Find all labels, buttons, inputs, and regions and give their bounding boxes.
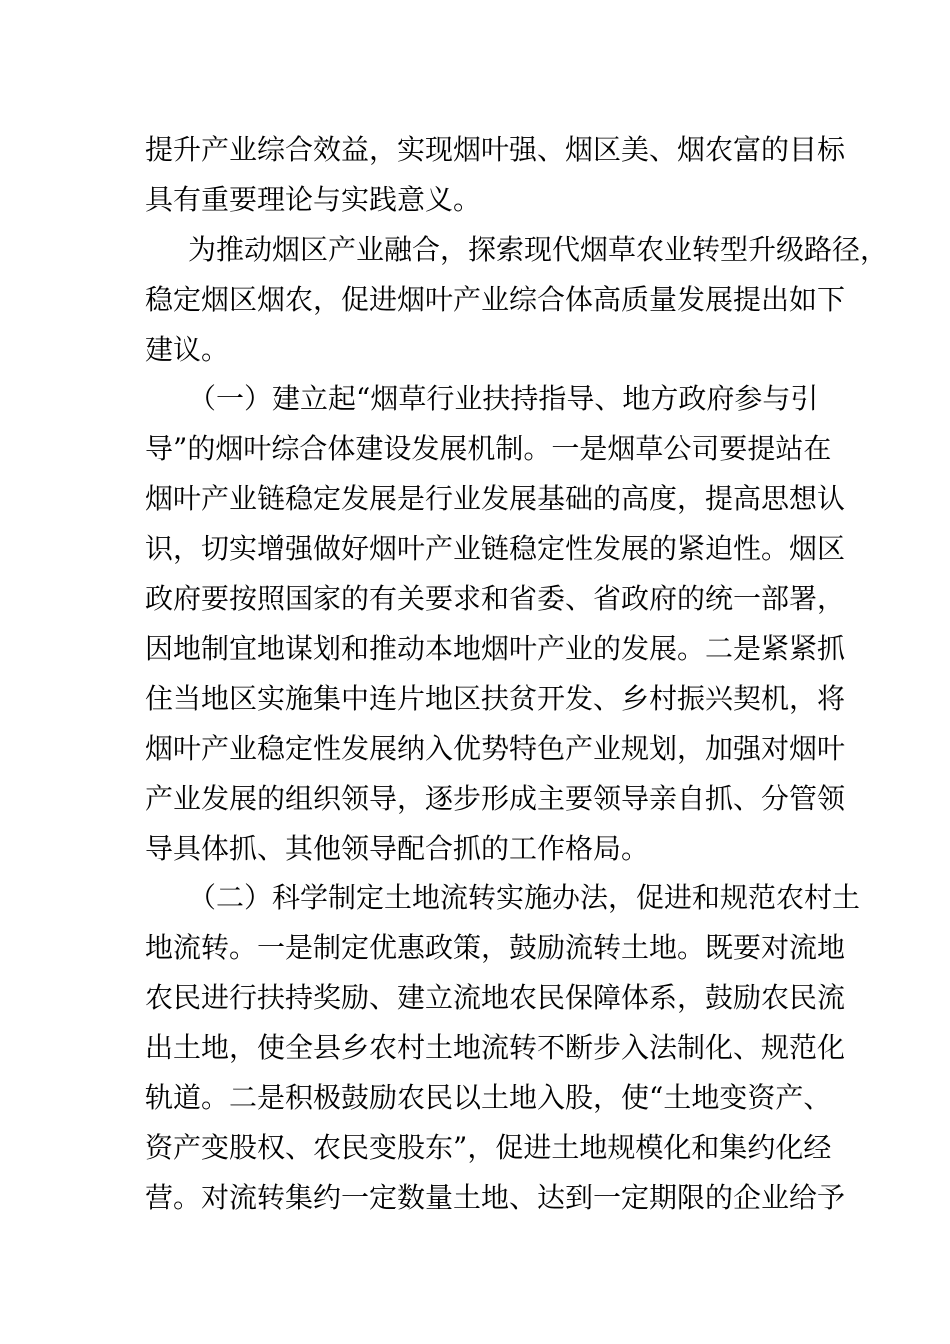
text-line: 农民进行扶持奖励、建立流地农民保障体系，鼓励农民流: [145, 981, 846, 1014]
text-line: 出土地，使全县乡农村土地流转不断步入法制化、规范化: [145, 1031, 846, 1064]
text-line: 营。对流转集约一定数量土地、达到一定期限的企业给予: [145, 1181, 846, 1214]
section-heading-line: （二）科学制定土地流转实施办法，促进和规范农村土: [188, 881, 861, 914]
text-line: 政府要按照国家的有关要求和省委、省政府的统一部署，: [145, 582, 846, 615]
text-line: 轨道。二是积极鼓励农民以土地入股，使“土地变资产、: [145, 1081, 832, 1114]
text-line: 烟叶产业稳定性发展纳入优势特色产业规划，加强对烟叶: [145, 732, 846, 765]
text-line: 烟叶产业链稳定发展是行业发展基础的高度，提高思想认: [145, 482, 846, 515]
text-line: 导”的烟叶综合体建设发展机制。一是烟草公司要提站在: [145, 432, 832, 465]
text-line: 具有重要理论与实践意义。: [145, 183, 482, 216]
text-line: 稳定烟区烟农，促进烟叶产业综合体高质量发展提出如下: [145, 283, 846, 316]
text-line: 导具体抓、其他领导配合抓的工作格局。: [145, 832, 650, 865]
paragraph-start-line: 为推动烟区产业融合，探索现代烟草农业转型升级路径，: [188, 233, 889, 266]
text-line: 地流转。一是制定优惠政策，鼓励流转土地。既要对流地: [145, 931, 846, 964]
text-line: 产业发展的组织领导，逐步形成主要领导亲自抓、分管领: [145, 782, 846, 815]
text-line: 资产变股权、农民变股东”，促进土地规模化和集约化经: [145, 1131, 832, 1164]
text-line: 提升产业综合效益，实现烟叶强、烟区美、烟农富的目标: [145, 133, 846, 166]
section-heading-line: （一）建立起“烟草行业扶持指导、地方政府参与引: [188, 382, 819, 415]
text-line: 住当地区实施集中连片地区扶贫开发、乡村振兴契机，将: [145, 682, 846, 715]
text-line: 建议。: [145, 333, 230, 366]
text-line: 因地制宜地谋划和推动本地烟叶产业的发展。二是紧紧抓: [145, 632, 846, 665]
text-line: 识，切实增强做好烟叶产业链稳定性发展的紧迫性。烟区: [145, 532, 846, 565]
